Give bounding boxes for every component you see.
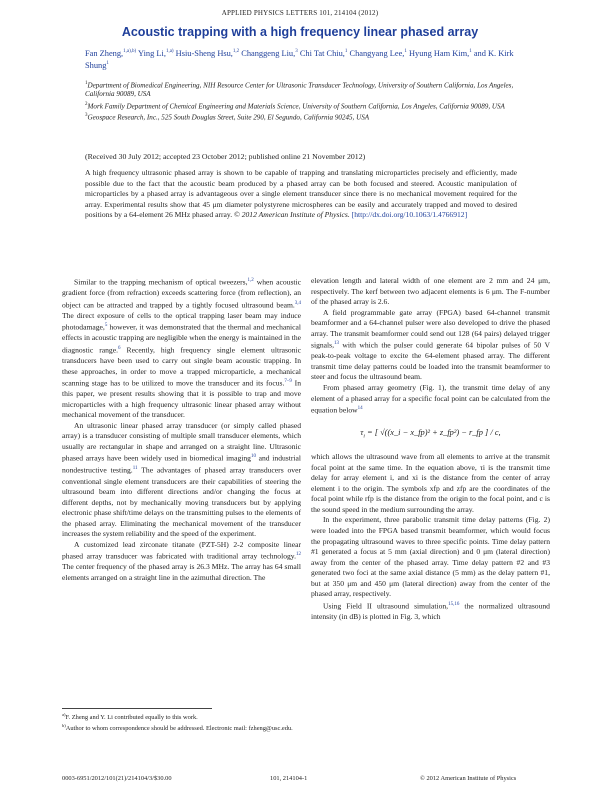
affiliation-number: 2: [85, 101, 88, 107]
footnote-text: Author to whom correspondence should be addressed. Electronic mail: fzheng@usc.edu.: [65, 725, 293, 733]
footer-page: 101, 214104-1: [270, 775, 308, 782]
author-name: Ying Li,: [138, 48, 166, 58]
paragraph-text: however, it was demonstrated that the thermal and mechanical effects in acoustic trapping are negligible when the energy is maintained in the diagnostic range.: [62, 322, 301, 355]
citation-ref[interactable]: 11: [132, 466, 138, 472]
body-paragraph: [311, 515, 550, 599]
paragraph-text: A field programmable gate array (FPGA) based 64-channel transmit beamformer and a 64-channel pulser were also developed to drive the phased array. The transmit beamformer could send out 128 (64 pairs) delayed trigger signals,: [311, 307, 550, 350]
author-affiliation-mark: 1: [344, 49, 348, 54]
footnote-mark: a): [62, 712, 66, 717]
doi-link[interactable]: [http://dx.doi.org/10.1063/1.4766912]: [351, 210, 468, 219]
paragraph-text: with which the pulser could generate 64 bipolar pulses of 50 V peak-to-peak voltage to excite the 64-element phased array. The different transmit time delay patterns could be loaded into the transmit beamformer to steer and focus the ultrasound beam.: [311, 340, 550, 382]
citation-ref[interactable]: 13: [334, 341, 339, 347]
paragraph-text: elevation length and lateral width of one element are 2 mm and 24 μm, respectively. The kerf between two adjacent elements is 6 μm. The F-number of the phased array is 2.6.: [311, 276, 550, 307]
affiliation: [85, 79, 535, 100]
paragraph-text: In the experiment, three parabolic transmit time delay patterns (Fig. 2) were loaded into the FPGA based transmit beamformer, which would focus the propagating ultrasound waves to three specific points. Time delay pattern #1 generated a focus at 5 mm (axial direction) and 0 μm (lateral direction) away from the center of the phased array. Time delay pattern #2 and #3 generated two foci at the same axial distance (5 mm) as the delay pattern #1, but at 350 μm and 450 μm (lateral direction) away from the center of the phased array, respectively.: [311, 515, 550, 599]
author-name: Changgeng Liu,: [241, 48, 296, 58]
citation-ref[interactable]: 10: [250, 454, 256, 460]
affiliation-number: 1: [85, 81, 88, 86]
running-head: APPLIED PHYSICS LETTERS 101, 214104 (2012): [221, 9, 379, 17]
footnotes: [62, 711, 301, 733]
footnote-rule: [62, 708, 212, 709]
author-affiliation-mark: 1,a),b): [123, 49, 137, 54]
citation-ref[interactable]: 15,16: [448, 601, 460, 607]
affiliation-list: [85, 79, 535, 122]
body-paragraph: [311, 600, 550, 623]
abstract-text: A high frequency ultrasonic phased array is shown to be capable of trapping and translating microparticles precisely and efficiently, made possible due to the fact that the acoustic beam produced by a phased array can be both focused and steered. Acoustic manipulation of microparticles by a phased array is advantageous over a single element transducer since there is no mechanical movement required for the array. Experimental results show that 45 μm diameter polystyrene microspheres can be easily and accurately trapped and moved to desired positions by a 64-element 26 MHz phased array.: [85, 168, 517, 219]
paragraph-text: which allows the ultrasound wave from all elements to arrive at the transmit focal point at the same time. In the equation above, τi is the transmit time delay for array element i, and xi is the distance from the center of array element i to the origin. The symbols xfp and zfp are the coordinates of the focal point while rfp is the distance from the origin to the focal point, and c is the sound speed in the medium surrounding the array.: [311, 452, 550, 514]
affiliation-text: Department of Biomedical Engineering, NIH Resource Center for Ultrasonic Transducer Technology, University of Southern California, Los Angeles, California 90089, USA: [85, 81, 514, 99]
citation-ref[interactable]: 14: [357, 406, 363, 412]
footnote: [62, 711, 301, 722]
author-name: Hyung Ham Kim,: [408, 48, 470, 58]
author-affiliation-mark: 1: [469, 49, 472, 54]
affiliation: [85, 100, 535, 111]
author-name: Chi Tat Chiu,: [299, 48, 345, 58]
time-delay-equation: [311, 424, 550, 442]
paragraph-text: An ultrasonic linear phased array transducer (or simply called phased array) is a transducer consisting of multiple small transducer elements, which usually are rectangular in shape and arranged on a straight line. Ultrasonic phased arrays have been widely used in biomedical imaging: [62, 420, 301, 463]
paragraph-text: Recently, high frequency single element ultrasonic transducers have been used to carry out single beam acoustic trapping. In these approaches, in order to move a trapped microparticle, a mechanical scanning stage has to be utilized to move the transducer and its focus.: [62, 345, 301, 388]
affiliation-number: 3: [85, 113, 88, 118]
citation-ref[interactable]: 12: [296, 552, 301, 558]
footnote: [62, 722, 301, 733]
paragraph-text: The direct exposure of cells to the optical trapping laser beam may induce photodamage,: [62, 310, 301, 332]
equation-lhs-sub: i: [363, 433, 365, 440]
body-paragraph: [62, 276, 301, 421]
body-left-column: [62, 276, 301, 584]
abstract: [85, 168, 517, 221]
author-name: Fan Zheng,: [85, 48, 124, 58]
body-paragraph: [311, 452, 550, 515]
citation-ref[interactable]: 7–9: [284, 379, 292, 385]
abstract-copyright: © 2012 American Institute of Physics.: [234, 210, 350, 219]
paragraph-text: The advantages of phased array transducers over conventional single element transducers are their capabilities of steering the ultrasound beam into different directions and/or changing the focus at different depths, not by mechanically moving transducers but by applying electronic phase shift/time delays on the transmitting pulses to the elements of the phased array. Eliminating the mechanical movement of the transducer increases the system reliability and the speed of the experiment.: [62, 466, 301, 539]
author-affiliation-mark: 1,a): [165, 49, 174, 54]
body-paragraph: [62, 421, 301, 540]
paragraph-text: and industrial nondestructive testing.: [62, 453, 301, 476]
affiliation-text: Geospace Research, Inc., 525 South Douglas Street, Suite 290, El Segundo, California 90245, USA: [87, 113, 370, 122]
body-paragraph: [62, 540, 301, 584]
received-dates: (Received 30 July 2012; accepted 23 October 2012; published online 21 November 2012): [85, 152, 366, 161]
footer-copyright: © 2012 American Institute of Physics: [420, 775, 517, 782]
affiliation-text: Mork Family Department of Chemical Engineering and Materials Science, University of Southern California, Los Angeles, California 90089, USA: [87, 101, 505, 110]
citation-ref[interactable]: 3,4: [294, 300, 301, 306]
footnote-text: F. Zheng and Y. Li contributed equally to this work.: [65, 714, 198, 722]
paragraph-text: In this paper, we present results showing that it is possible to trap and move microparticles with a high frequency ultrasonic linear phased array without mechanical movement of the transducer.: [62, 378, 301, 420]
author-name: and K. Kirk Shung: [85, 48, 514, 71]
body-paragraph: [311, 276, 550, 308]
affiliation: [85, 111, 535, 122]
paragraph-text: when acoustic gradient force (from refraction) exceeds scattering force (from reflection), an object can be attracted and trapped by a tightly focused ultrasound beam.: [62, 277, 302, 310]
article-title: Acoustic trapping with a high frequency linear phased array: [121, 25, 479, 39]
author-affiliation-mark: 3: [295, 49, 298, 54]
footer-issn: 0003-6951/2012/101(21)/214104/3/$30.00: [62, 775, 172, 782]
body-right-column: [311, 276, 550, 622]
author-affiliation-mark: 1,2: [232, 49, 240, 54]
author-name: Hsiu-Sheng Hsu,: [175, 48, 233, 58]
author-list: [85, 47, 525, 72]
paragraph-text: Similar to the trapping mechanism of optical tweezers,: [74, 277, 248, 287]
author-name: Changyang Lee,: [349, 48, 405, 58]
author-affiliation-mark: 1: [106, 61, 109, 67]
author-affiliation-mark: 1: [404, 49, 407, 54]
citation-ref[interactable]: 1,2: [247, 278, 254, 283]
paragraph-text: A customized lead zirconate titanate (PZT-5H) 2-2 composite linear phased array transducer was fabricated with traditional array technology.: [62, 539, 301, 561]
paragraph-text: From phased array geometry (Fig. 1), the transmit time delay of any element of a phased array for a specific focal point can be calculated from the equation below: [311, 383, 550, 415]
citation-ref[interactable]: 5: [104, 323, 108, 329]
paragraph-text: the normalized ultrasound intensity (in dB) is plotted in Fig. 3, which: [311, 601, 550, 621]
paragraph-text: Using Field II ultrasound simulation,: [323, 601, 449, 611]
body-paragraph: [311, 308, 550, 383]
paragraph-text: The center frequency of the phased array is 26.3 MHz. The array has 64 small elements arranged on a straight line in the azimuthal direction. The: [62, 562, 301, 583]
equation-body: = [ √((x_i − x_fp)² + z_fp²) − r_fp ] / c,: [366, 428, 501, 438]
equation-lhs: τ: [360, 428, 364, 438]
body-paragraph: [311, 383, 550, 416]
footnote-mark: b): [62, 723, 66, 729]
citation-ref[interactable]: 6: [118, 345, 121, 351]
